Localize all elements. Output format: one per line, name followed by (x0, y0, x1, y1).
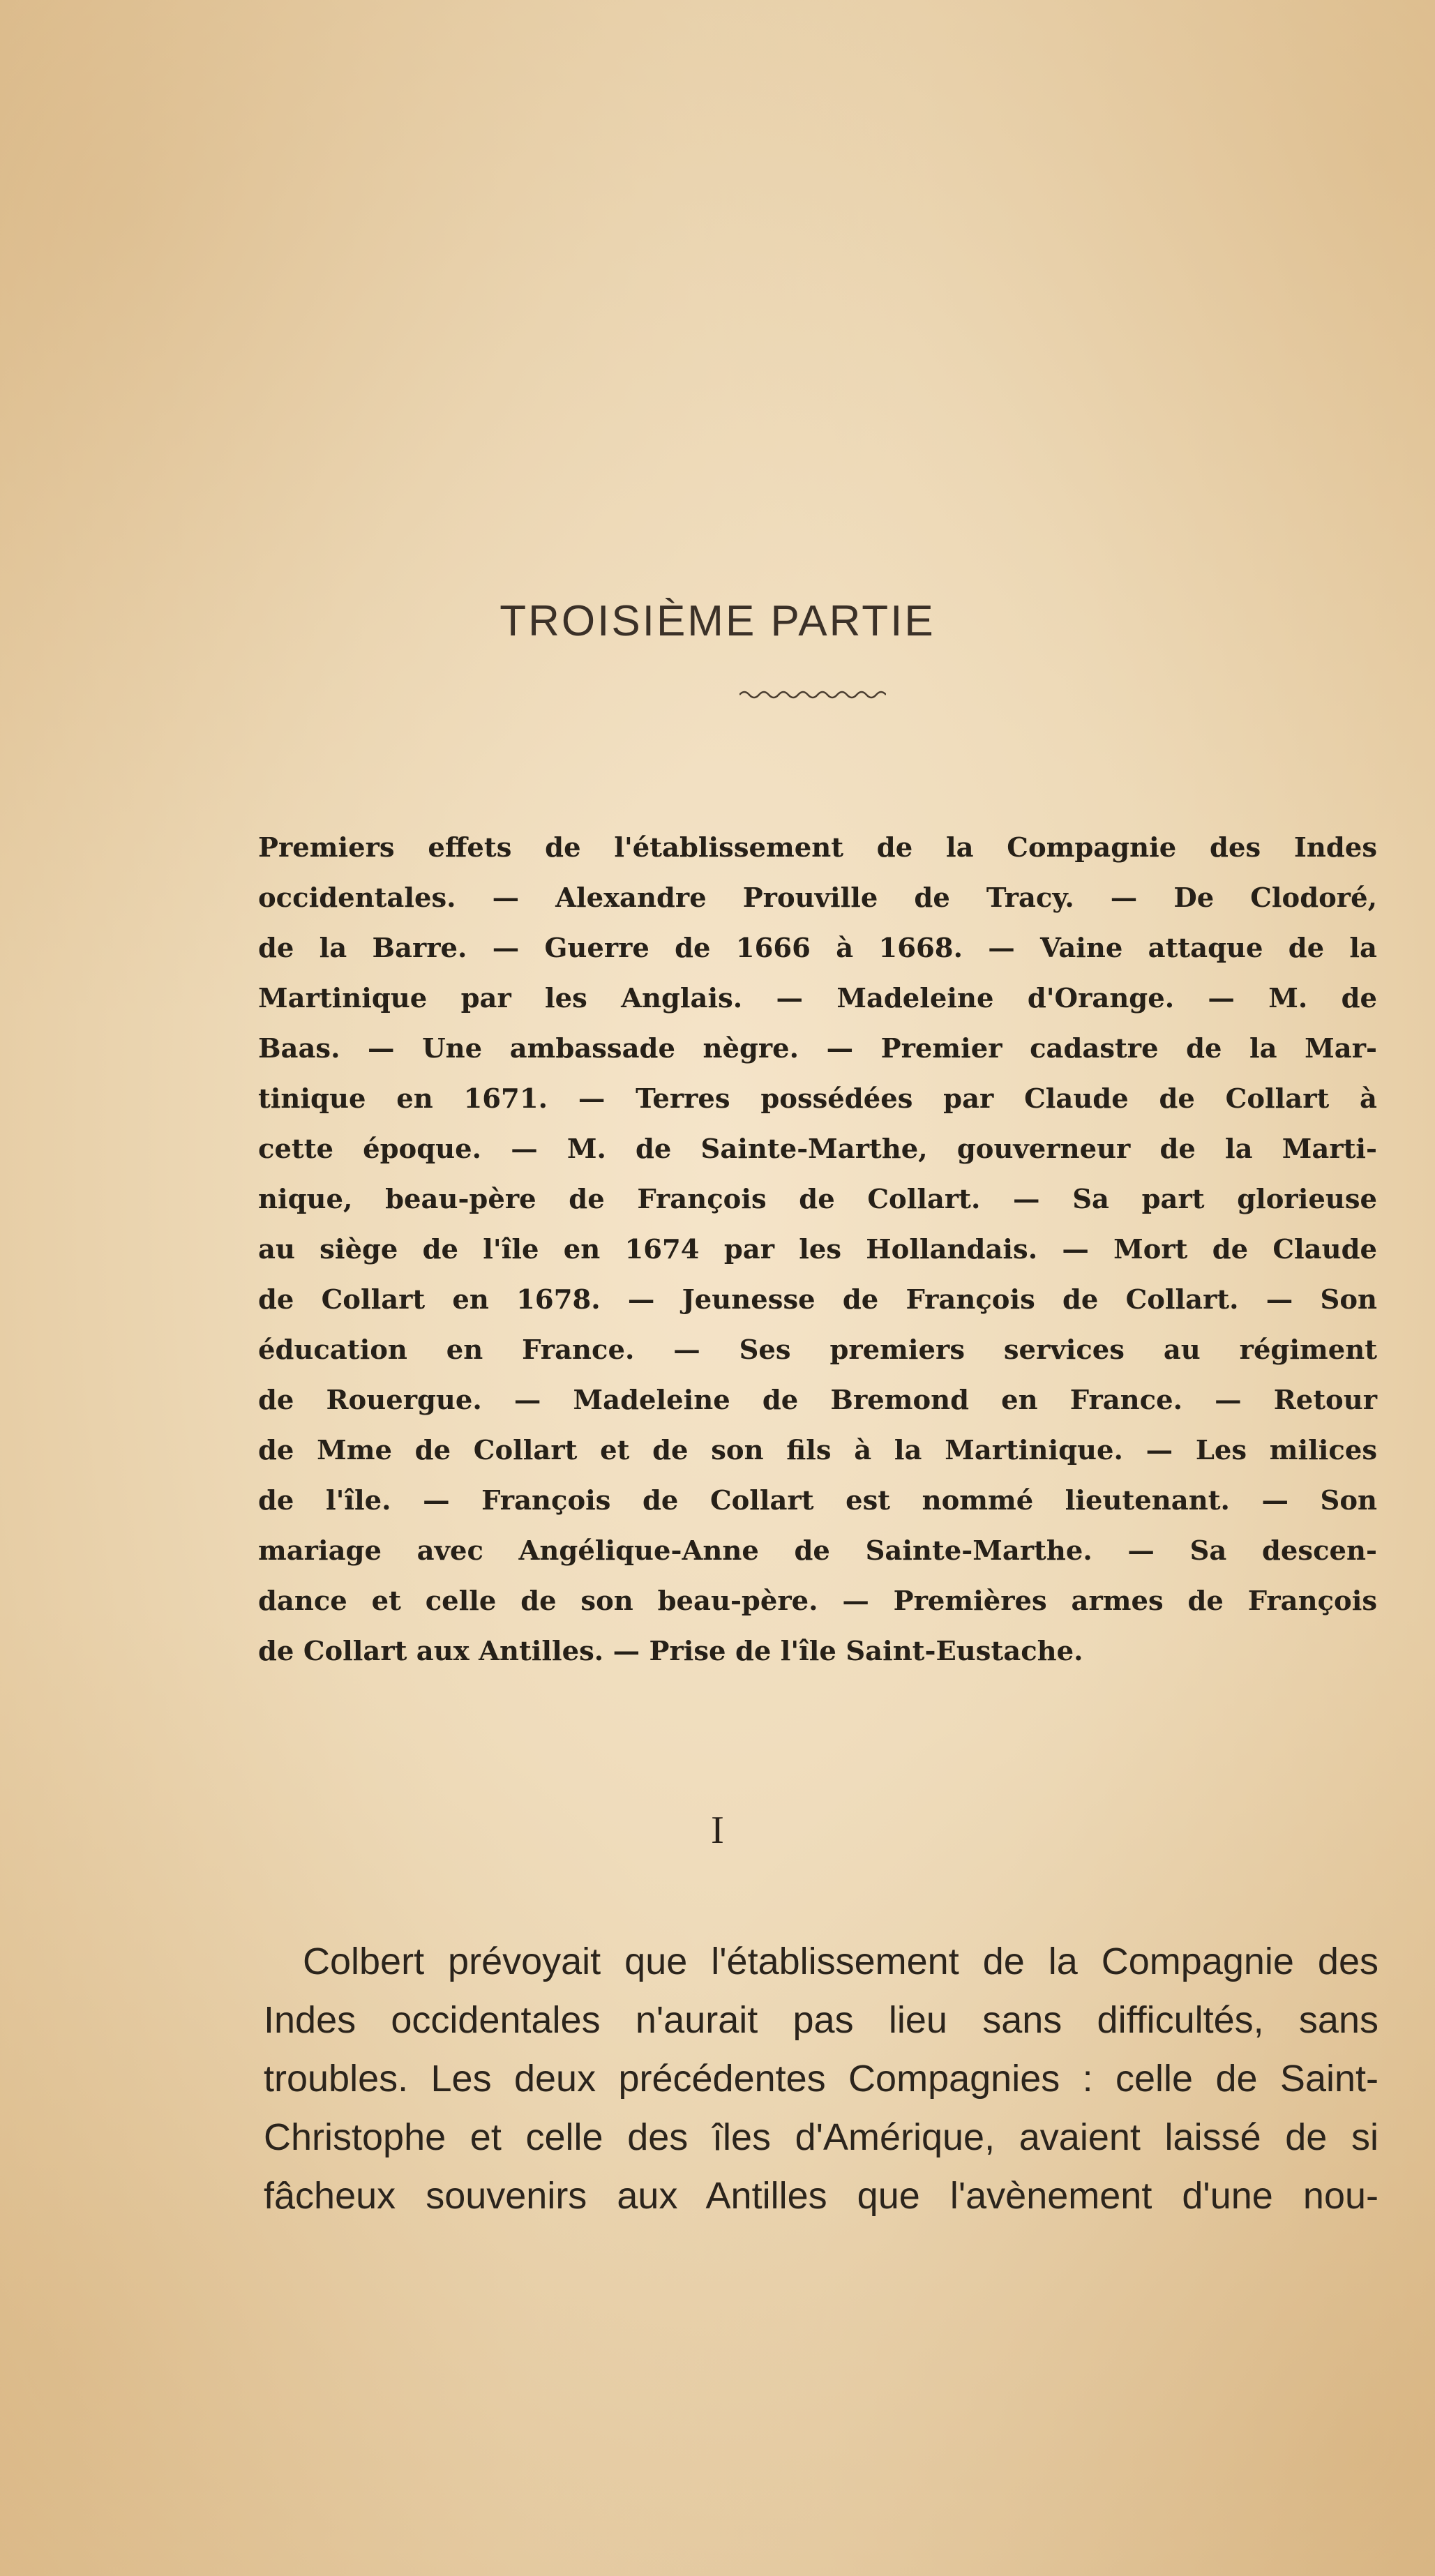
body-line: fâcheux souvenirs aux Antilles que l'avènement d'une nou- (264, 2175, 1378, 2217)
summary-line: Premiers effets de l'établissement de la Compagnie des Indes (258, 832, 1377, 864)
chapter-summary (258, 823, 1377, 1677)
summary-line: occidentales. — Alexandre Prouville de Tracy. — De Clodoré, (258, 882, 1377, 914)
body-text (264, 1932, 1378, 2225)
chapter-number: I (711, 1809, 724, 1852)
body-line: troubles. Les deux précédentes Compagnies : celle de Saint- (264, 2058, 1378, 2100)
summary-line: mariage avec Angélique-Anne de Sainte-Marthe. — Sa descen- (258, 1535, 1377, 1567)
summary-line: Baas. — Une ambassade nègre. — Premier cadastre de la Mar- (258, 1033, 1377, 1064)
summary-line: tinique en 1671. — Terres possédées par Claude de Collart à (258, 1083, 1377, 1115)
summary-line: au siège de l'île en 1674 par les Hollandais. — Mort de Claude (258, 1234, 1377, 1265)
summary-line: de Collart en 1678. — Jeunesse de François de Collart. — Son (258, 1284, 1377, 1316)
part-title: TROISIÈME PARTIE (499, 597, 936, 645)
body-line: Colbert prévoyait que l'établissement de la Compagnie des (303, 1941, 1378, 1982)
summary-line: de Rouergue. — Madeleine de Bremond en France. — Retour (258, 1385, 1377, 1416)
summary-line: Martinique par les Anglais. — Madeleine d'Orange. — M. de (258, 983, 1377, 1014)
summary-line: de Collart aux Antilles. — Prise de l'île Saint-Eustache. (258, 1636, 1083, 1667)
body-line: Christophe et celle des îles d'Amérique, avaient laissé de si (264, 2116, 1378, 2158)
summary-line: nique, beau-père de François de Collart. — Sa part glorieuse (258, 1184, 1377, 1215)
summary-line: éducation en France. — Ses premiers services au régiment (258, 1334, 1377, 1366)
summary-line: de l'île. — François de Collart est nommé lieutenant. — Son (258, 1485, 1377, 1516)
summary-line: de Mme de Collart et de son fils à la Martinique. — Les milices (258, 1435, 1377, 1466)
title-ornament (739, 689, 886, 700)
body-line: Indes occidentales n'aurait pas lieu sans difficultés, sans (264, 1999, 1378, 2041)
summary-line: dance et celle de son beau-père. — Premières armes de François (258, 1585, 1377, 1617)
summary-line: de la Barre. — Guerre de 1666 à 1668. — Vaine attaque de la (258, 933, 1377, 964)
summary-line: cette époque. — M. de Sainte-Marthe, gouverneur de la Marti- (258, 1133, 1377, 1165)
